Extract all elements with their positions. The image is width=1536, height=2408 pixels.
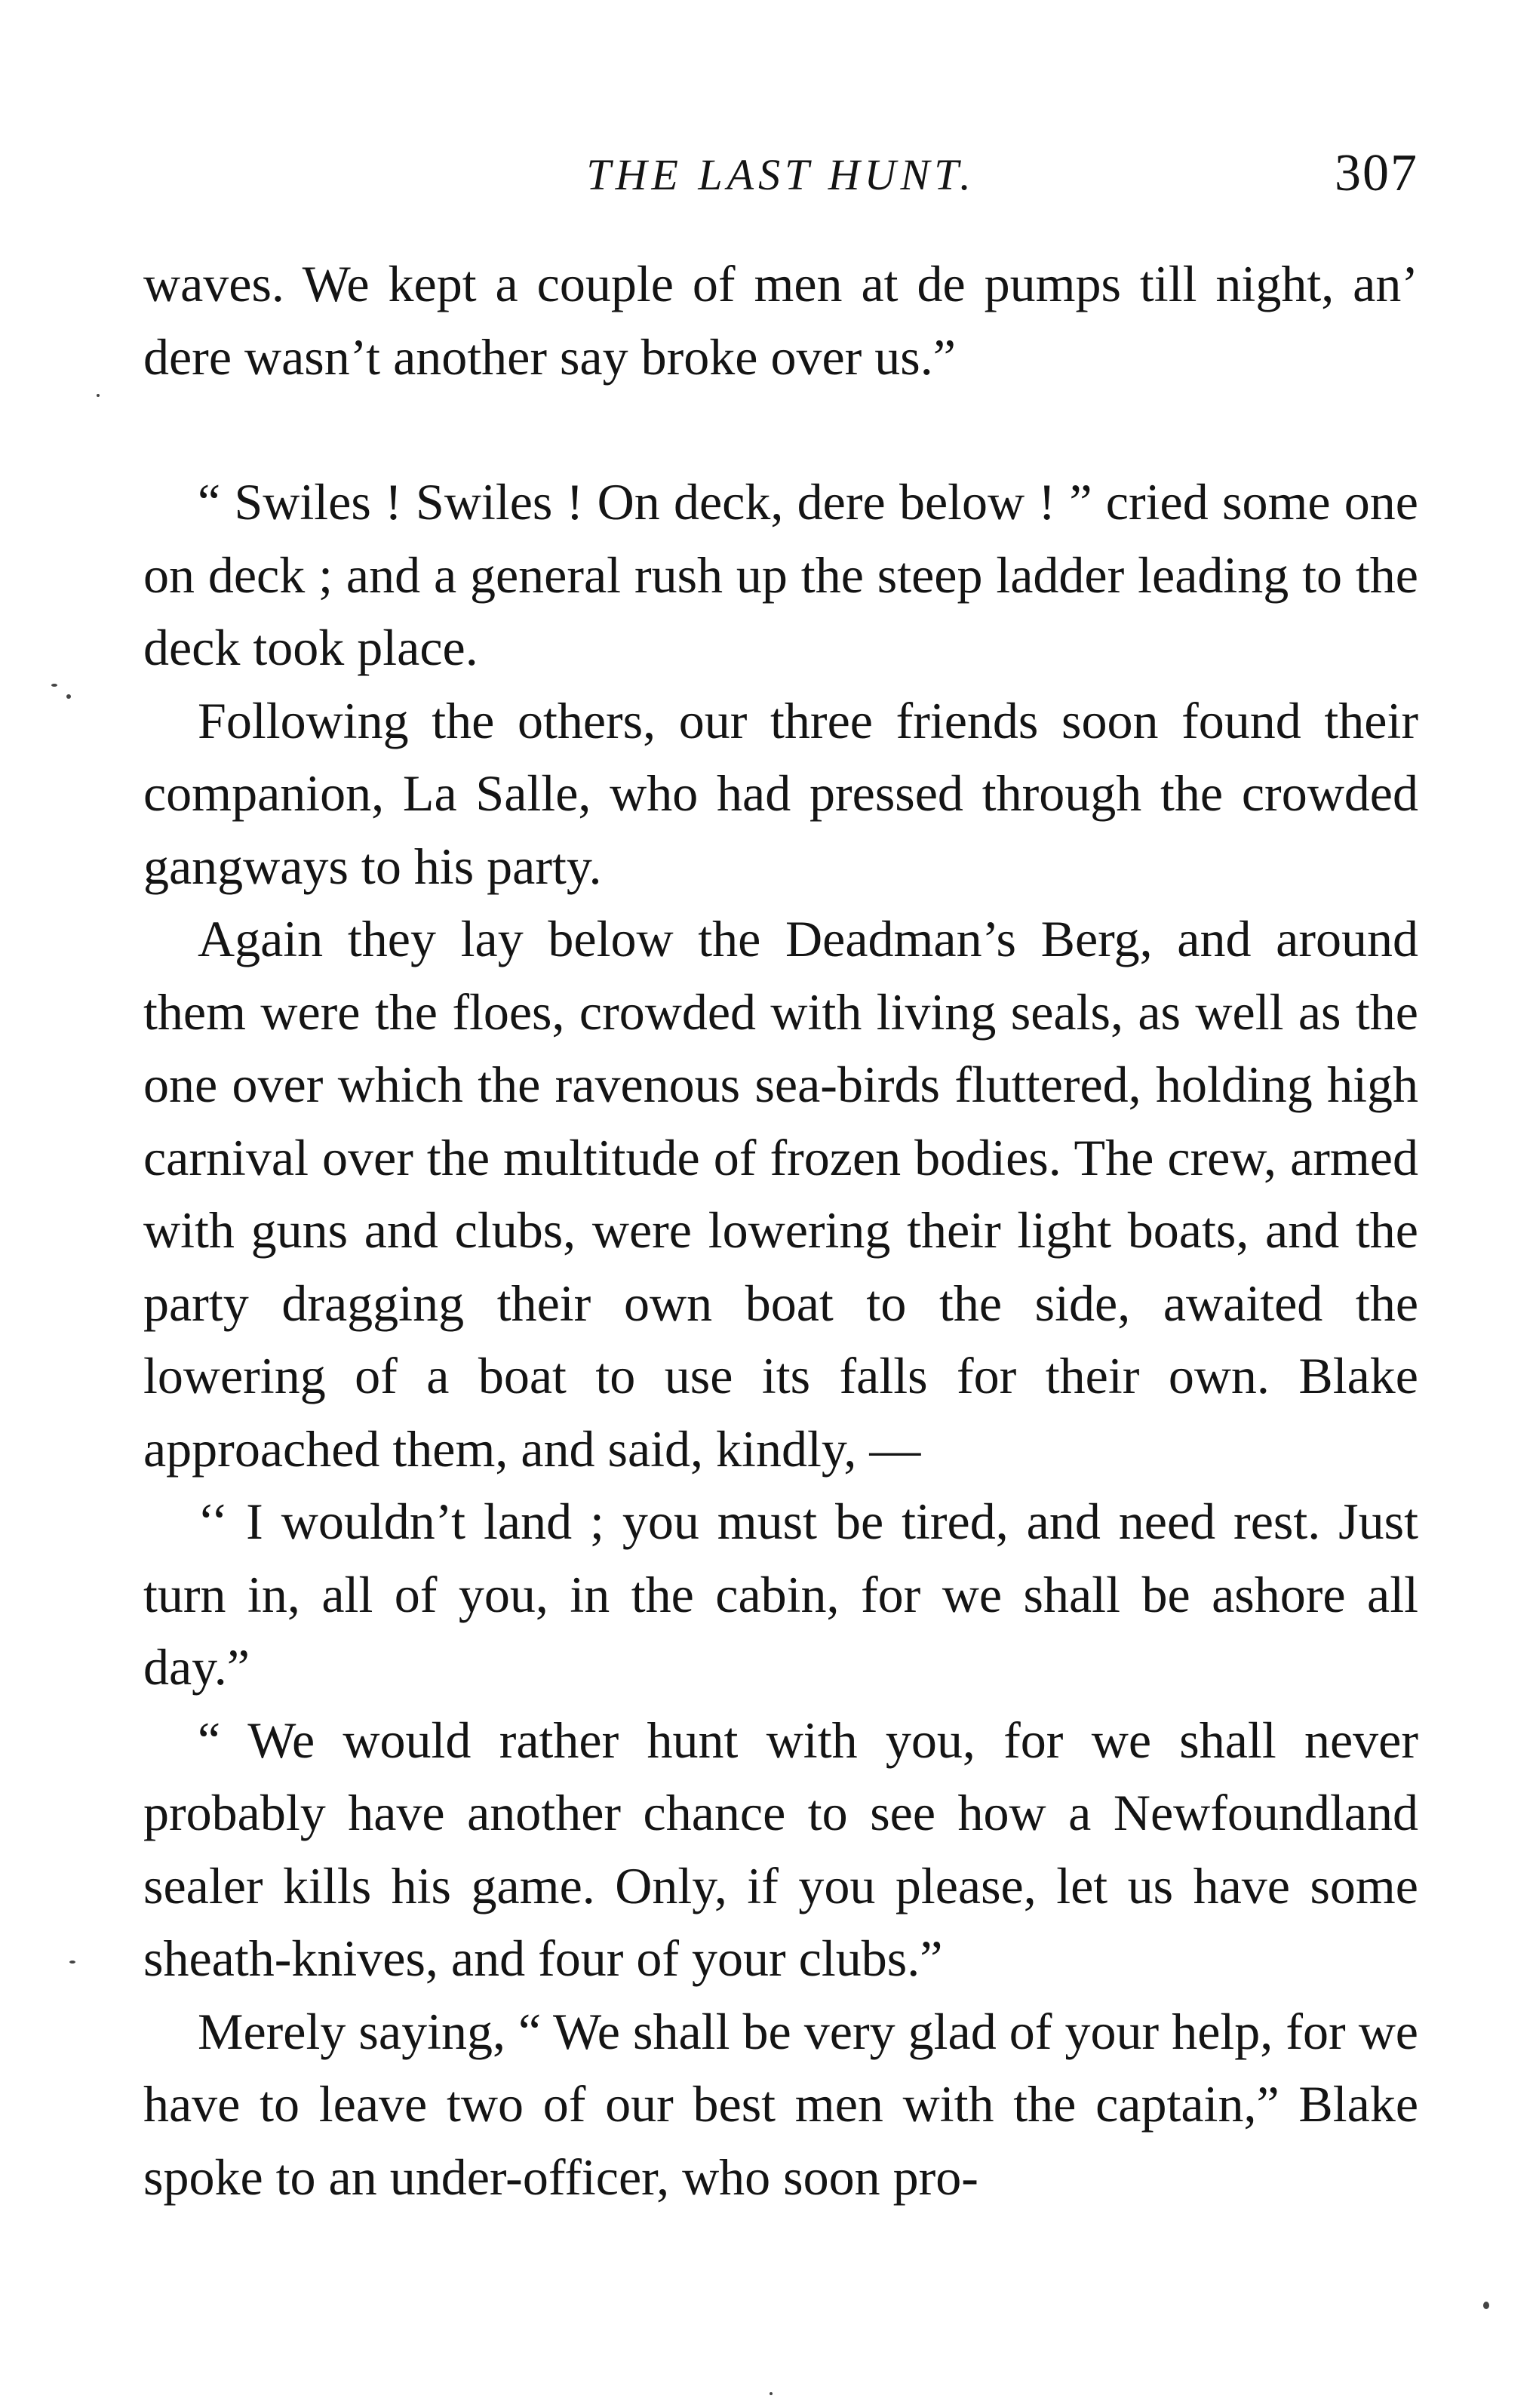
paragraph-rather-hunt: “ We would rather hunt with you, for we shall never probably have another chance to see how a Newfoundland sealer kills his game. Only, if you please, let us have some sheath-knives, and four of your clubs.”: [143, 1711, 1418, 1987]
paragraph-continuation: waves. We kept a couple of men at de pumps till night, an’ dere wasn’t another say broke over us.”: [143, 255, 1418, 386]
scan-speck: [97, 394, 100, 397]
running-title: THE LAST HUNT.: [586, 150, 975, 199]
scan-speck: [66, 694, 71, 699]
paragraph-following-others: Following the others, our three friends soon found their companion, La Salle, who had pressed through the crowded gangways to his party.: [143, 691, 1418, 895]
scan-speck: [1483, 2302, 1489, 2309]
scan-speck: [770, 2392, 773, 2395]
page-number: 307: [1335, 144, 1418, 202]
paragraph-swiles-call: “ Swiles ! Swiles ! On deck, dere below ! ” cried some one on deck ; and a general rush up the steep ladder leading to the deck took place.: [143, 473, 1418, 676]
body-text: [143, 248, 1418, 2213]
scan-speck: [69, 1961, 75, 1964]
scan-speck: [51, 684, 57, 687]
paragraph-deadmans-berg: Again they lay below the Deadman’s Berg, and around them were the floes, crowded with living seals, as well as the one over which the ravenous sea-birds fluttered, holding high carnival over the multitude of frozen bodies. The crew, armed with guns and clubs, were lowering their light boats, and the party dragging their own boat to the side, awaited the lowering of a boat to use its falls for their own. Blake approached them, and said, kindly, —: [143, 910, 1418, 1478]
paragraph-merely-saying: Merely saying, “ We shall be very glad of your help, for we have to leave two of our best men with the captain,” Blake spoke to an under-officer, who soon pro-: [143, 2002, 1418, 2206]
running-head: [143, 143, 1418, 211]
paragraph-blake-advice: ‘‘ I wouldn’t land ; you must be tired, and need rest. Just turn in, all of you, in the cabin, for we shall be ashore all day.”: [143, 1493, 1418, 1696]
